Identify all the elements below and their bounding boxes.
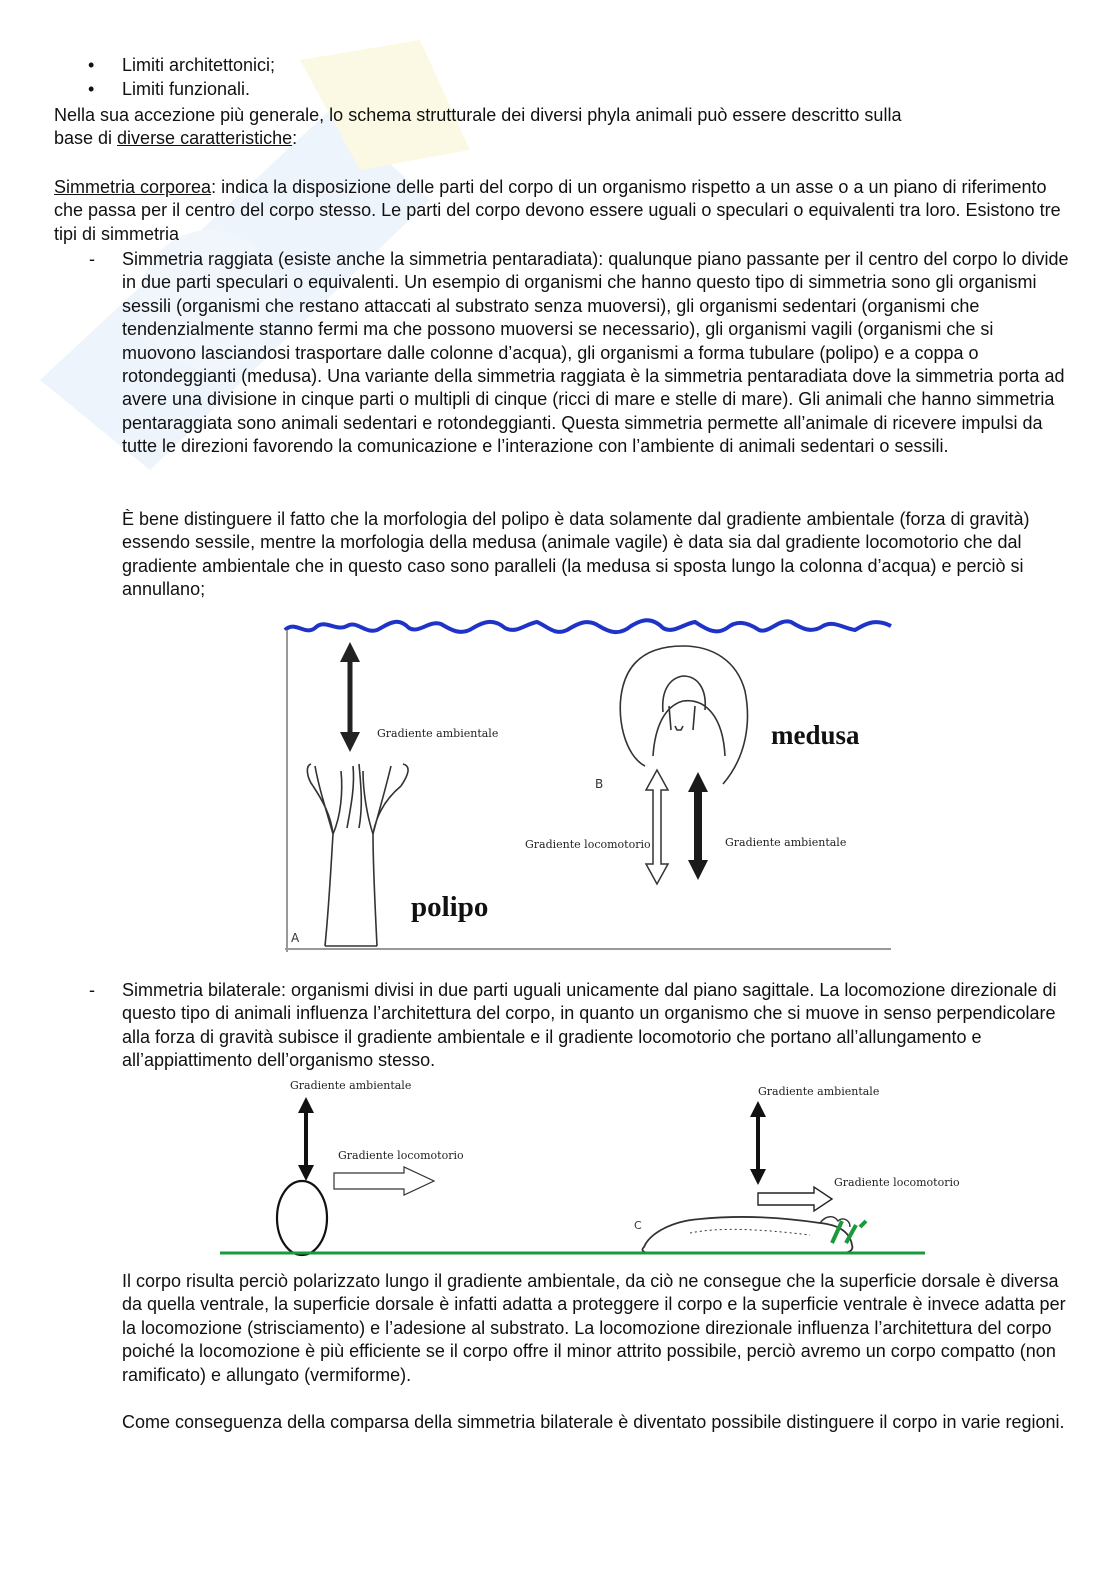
bilateral-paragraph: Simmetria bilaterale: organismi divisi in due parti uguali unicamente dal piano sagittale. La locomozione direzionale di questo tipo di animali influenza l’architettura del corpo, in quanto un organismo che si muove in senso perpendicolare alla forza di gravità subisce il gradiente ambientale e il gradiente locomotorio che portano all’allungamento e all’appiattimento dell’organismo stesso. <box>122 980 1057 1071</box>
locomotion-arrow-right <box>758 1187 832 1211</box>
oval-organism <box>277 1181 327 1255</box>
label-gradiente-locomotorio-left: Gradiente locomotorio <box>338 1149 464 1162</box>
intro-colon: : <box>292 128 298 149</box>
symmetry-paragraph <box>54 176 1064 246</box>
label-gradiente-ambientale: Gradiente ambientale <box>377 727 499 740</box>
polyp-medusa-paragraph: È bene distinguere il fatto che la morfologia del polipo è data solamente dal gradiente ambientale (forza di gravità) essendo sessile, mentre la morfologia della medusa (animale vagile) è data sia dal gradiente locomotorio che dal gradiente ambientale che in questo caso sono paralleli (la medusa si sposta lungo la colonna d’acqua) e perciò si annullano; <box>122 509 1030 600</box>
label-gradiente-ambientale-left: Gradiente ambientale <box>290 1079 412 1092</box>
bullet-dot: • <box>88 79 95 99</box>
bullet-dot: • <box>88 55 95 75</box>
locomotion-arrow-left <box>334 1167 434 1195</box>
letter-a: A <box>291 931 300 945</box>
intro-paragraph <box>54 104 1064 151</box>
intro-text-2: base di <box>54 128 118 149</box>
label-polipo: polipo <box>411 891 489 923</box>
label-gradiente-locomotorio: Gradiente locomotorio <box>525 838 651 851</box>
label-gradiente-locomotorio-right: Gradiente locomotorio <box>834 1176 960 1189</box>
label-gradiente-ambientale-right: Gradiente ambientale <box>758 1085 880 1098</box>
letter-c: C <box>634 1219 642 1232</box>
figure-polipo-medusa <box>285 606 891 952</box>
figure-bilateral <box>220 1075 960 1261</box>
dash-marker: - <box>89 980 95 1000</box>
conclusion-paragraph: Il corpo risulta perciò polarizzato lungo il gradiente ambientale, da ciò ne consegue che la superficie dorsale è diversa da quella ventrale, la superficie dorsale è infatti adatta a proteggere il corpo e la superficie ventrale è invece adatta per la locomozione (strisciamento) e l’adesione al substrato. La locomozione direzionale influenza l’architettura del corpo poiché la locomozione è più efficiente se il corpo offre il minor attrito possibile, perciò avremo un corpo compatto (non ramificato) e allungato (vermiforme). <box>122 1271 1066 1385</box>
label-medusa: medusa <box>771 720 860 750</box>
regions-paragraph: Come conseguenza della comparsa della simmetria bilaterale è diventato possibile distinguere il corpo in varie regioni. <box>122 1412 1065 1432</box>
diverse-caratteristiche-link[interactable]: diverse caratteristiche <box>117 128 293 149</box>
dash-marker: - <box>89 249 95 269</box>
list-item-architectural: Limiti architettonici; <box>122 55 276 75</box>
radial-paragraph: Simmetria raggiata (esiste anche la simmetria pentaradiata): qualunque piano passante per il centro del corpo lo divide in due parti speculari o equivalenti. Un esempio di organismi che hanno questo tipo di simmetria sono gli organismi sessili (organismi che restano attaccati al substrato senza muoversi), gli organismi sedentari (organismi che tendenzialmente stanno fermi ma che possono muoversi se necessario), gli organismi vagili (organismi che si muovono lasciandosi trasportare dalle colonne d’acqua), gli organismi a forma tubulare (polipo) e a coppa o rotondeggianti (medusa). Una variante della simmetria raggiata è la simmetria pentaradiata dove la simmetria porta ad avere una divisione in cinque parti o multipli di cinque (ricci di mare e stelle di mare). Gli animali che hanno simmetria pentaraggiata sono animali sedentari e rotondeggianti. Questa simmetria permette all’animale di ricevere impulsi da tutte le direzioni favorendo la comunicazione e l’interazione con l’ambiente di animali sedentari o sessili. <box>122 249 1069 457</box>
intro-text: Nella sua accezione più generale, lo schema strutturale dei diversi phyla animali può essere descritto sulla <box>54 105 902 125</box>
flatworm-drawing <box>642 1217 852 1253</box>
symmetry-heading: Simmetria corporea <box>54 177 212 197</box>
list-item-functional: Limiti funzionali. <box>122 79 251 99</box>
symmetry-text: : indica la disposizione delle parti del corpo di un organismo rispetto a un asse o a un piano di riferimento che passa per il centro del corpo stesso. Le parti del corpo devono essere uguali o speculari o equivalenti tra loro. Esistono tre tipi di simmetria <box>54 177 1061 244</box>
letter-b: B <box>595 777 604 791</box>
label-gradiente-ambientale-2: Gradiente ambientale <box>725 836 847 849</box>
